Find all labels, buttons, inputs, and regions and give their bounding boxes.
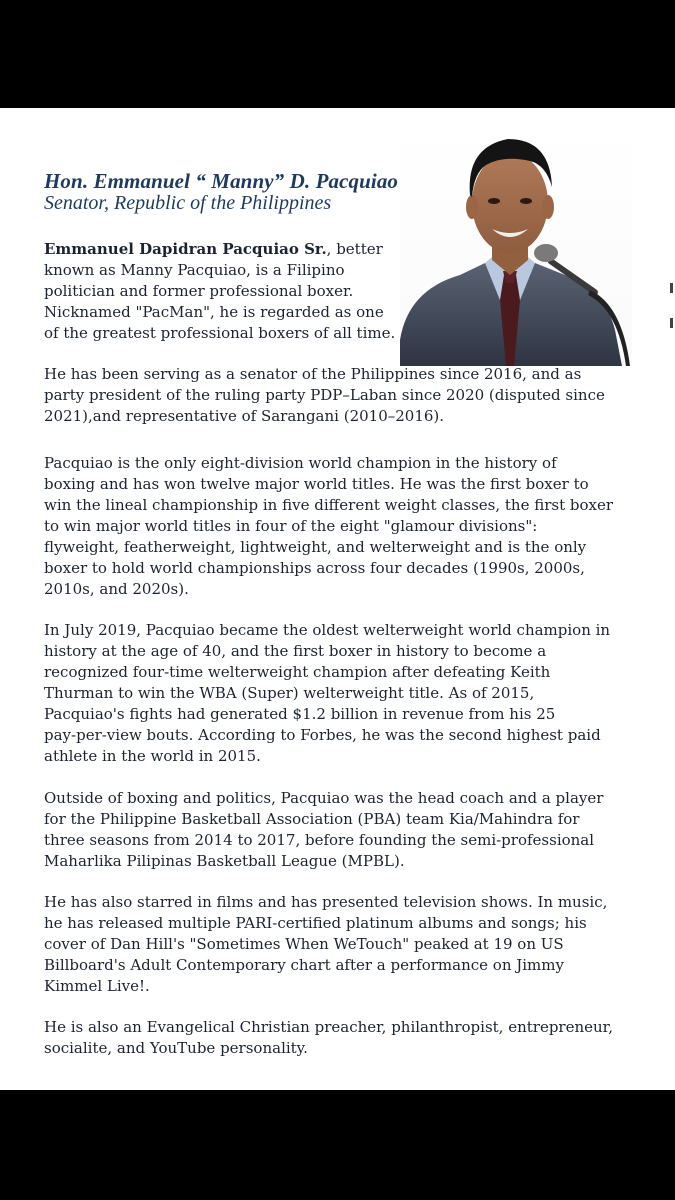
paragraph-line: history at the age of 40, and the first boxer in history to become a xyxy=(44,642,547,660)
paragraph-line: athlete in the world in 2015. xyxy=(44,747,261,765)
paragraph-line: Kimmel Live!. xyxy=(44,977,150,995)
intro-line: politician and former professional boxer. xyxy=(44,282,354,300)
paragraph-line: In July 2019, Pacquiao became the oldest welterweight world champion in xyxy=(44,621,611,639)
paragraph-other-roles xyxy=(44,1017,613,1059)
paragraph-senate xyxy=(44,364,605,427)
paragraph-line: Pacquiao is the only eight-division world champion in the history of xyxy=(44,454,557,472)
intro-line: Nicknamed "PacMan", he is regarded as one xyxy=(44,303,384,321)
paragraph-line: Billboard's Adult Contemporary chart after a performance on Jimmy xyxy=(44,956,564,974)
intro-line: Emmanuel Dapidran Pacquiao Sr., better xyxy=(44,240,383,258)
paragraph-line: boxer to hold world championships across four decades (1990s, 2000s, xyxy=(44,559,585,577)
paragraph-entertainment xyxy=(44,892,607,997)
subject-full-name: Emmanuel Dapidran Pacquiao Sr. xyxy=(44,240,327,258)
paragraph-line: recognized four-time welterweight champion after defeating Keith xyxy=(44,663,551,681)
intro-line: known as Manny Pacquiao, is a Filipino xyxy=(44,261,345,279)
paragraph-line: He has been serving as a senator of the Philippines since 2016, and as xyxy=(44,365,582,383)
paragraph-line: win the lineal championship in five different weight classes, the first boxer xyxy=(44,496,614,514)
page-edge-mark xyxy=(670,318,673,328)
portrait-photo xyxy=(400,125,632,366)
paragraph-line: He is also an Evangelical Christian preacher, philanthropist, entrepreneur, xyxy=(44,1018,613,1036)
paragraph-line: to win major world titles in four of the eight "glamour divisions": xyxy=(44,517,538,535)
page-edge-mark xyxy=(670,283,673,293)
paragraph-line: pay-per-view bouts. According to Forbes, he was the second highest paid xyxy=(44,726,601,744)
intro-paragraph xyxy=(44,239,395,344)
paragraph-line: boxing and has won twelve major world titles. He was the first boxer to xyxy=(44,475,589,493)
paragraph-line: socialite, and YouTube personality. xyxy=(44,1039,308,1057)
paragraph-line: 2021),and representative of Sarangani (2010–2016). xyxy=(44,407,445,425)
paragraph-line: He has also starred in films and has presented television shows. In music, xyxy=(44,893,608,911)
paragraph-line: Outside of boxing and politics, Pacquiao was the head coach and a player xyxy=(44,789,604,807)
paragraph-boxing-titles xyxy=(44,453,613,600)
paragraph-line: Maharlika Pilipinas Basketball League (MPBL). xyxy=(44,852,405,870)
paragraph-line: flyweight, featherweight, lightweight, and welterweight and is the only xyxy=(44,538,587,556)
paragraph-line: three seasons from 2014 to 2017, before founding the semi-professional xyxy=(44,831,595,849)
intro-line: of the greatest professional boxers of all time. xyxy=(44,324,396,342)
document-page xyxy=(0,108,675,1090)
document-title: Hon. Emmanuel “ Manny” D. Pacquiao xyxy=(44,169,399,193)
paragraph-line: cover of Dan Hill's "Sometimes When WeTouch" peaked at 19 on US xyxy=(44,935,564,953)
paragraph-line: Thurman to win the WBA (Super) welterweight title. As of 2015, xyxy=(44,684,535,702)
paragraph-line: Pacquiao's fights had generated $1.2 billion in revenue from his 25 xyxy=(44,705,556,723)
paragraph-basketball xyxy=(44,788,603,872)
paragraph-line: 2010s, and 2020s). xyxy=(44,580,189,598)
document-subtitle: Senator, Republic of the Philippines xyxy=(44,192,332,214)
paragraph-line: party president of the ruling party PDP–Laban since 2020 (disputed since xyxy=(44,386,605,404)
paragraph-line: he has released multiple PARI-certified platinum albums and songs; his xyxy=(44,914,587,932)
paragraph-welterweight xyxy=(44,620,610,767)
paragraph-line: for the Philippine Basketball Association (PBA) team Kia/Mahindra for xyxy=(44,810,580,828)
